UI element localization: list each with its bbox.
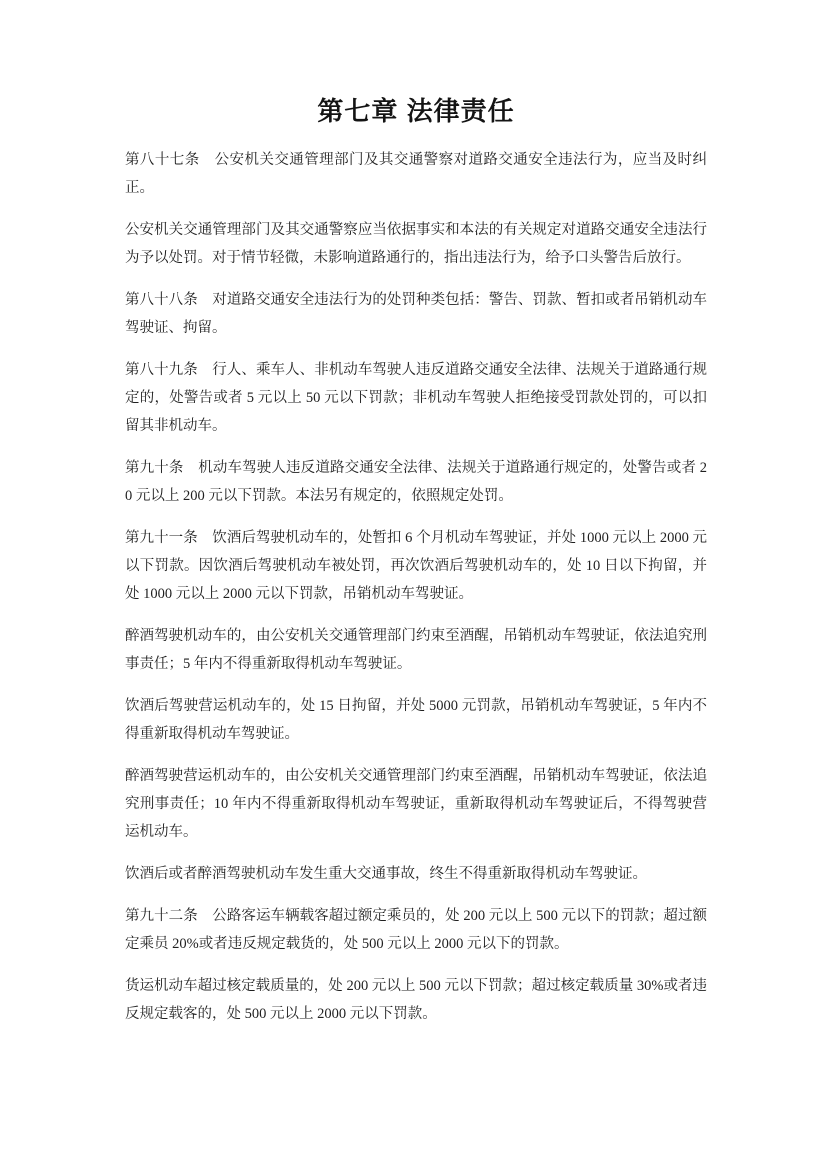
paragraph-article-91-lifetime-ban: 饮酒后或者醉酒驾驶机动车发生重大交通事故，终生不得重新取得机动车驾驶证。	[125, 866, 647, 882]
chapter-title: 第七章 法律责任	[317, 96, 515, 126]
paragraph-article-91-drunk-driving: 醉酒驾驶机动车的，由公安机关交通管理部门约束至酒醒，吊销机动车驾驶证，依法追究刑事责任；5 年内不得重新取得机动车驾驶证。	[125, 628, 707, 672]
paragraph-article-89: 第八十九条 行人、乘车人、非机动车驾驶人违反道路交通安全法律、法规关于道路通行规定的，处警告或者 5 元以上 50 元以下罚款；非机动车驾驶人拒绝接受罚款处罚的，可以扣留其非机动车。	[125, 362, 707, 434]
paragraph-article-88: 第八十八条 对道路交通安全违法行为的处罚种类包括：警告、罚款、暂扣或者吊销机动车驾驶证、拘留。	[125, 292, 707, 336]
paragraph-article-87: 第八十七条 公安机关交通管理部门及其交通警察对道路交通安全违法行为，应当及时纠正。	[125, 152, 707, 196]
paragraph-article-91-commercial-drunk: 醉酒驾驶营运机动车的，由公安机关交通管理部门约束至酒醒，吊销机动车驾驶证，依法追究刑事责任；10 年内不得重新取得机动车驾驶证，重新取得机动车驾驶证后，不得驾驶营运机动车。	[125, 768, 707, 840]
paragraph-article-87-detail: 公安机关交通管理部门及其交通警察应当依据事实和本法的有关规定对道路交通安全违法行为予以处罚。对于情节轻微，未影响道路通行的，指出违法行为，给予口头警告后放行。	[125, 222, 707, 266]
paragraph-article-91-commercial-dui: 饮酒后驾驶营运机动车的，处 15 日拘留，并处 5000 元罚款，吊销机动车驾驶证，5 年内不得重新取得机动车驾驶证。	[125, 698, 707, 742]
paragraph-article-92-freight: 货运机动车超过核定载质量的，处 200 元以上 500 元以下罚款；超过核定载质量 30%或者违反规定载客的，处 500 元以上 2000 元以下罚款。	[125, 978, 707, 1022]
paragraph-article-91: 第九十一条 饮酒后驾驶机动车的，处暂扣 6 个月机动车驾驶证，并处 1000 元以上 2000 元以下罚款。因饮酒后驾驶机动车被处罚，再次饮酒后驾驶机动车的，处 10 日以下拘留，并处 1000 元以上 2000 元以下罚款，吊销机动车驾驶证。	[125, 530, 707, 602]
paragraph-article-90: 第九十条 机动车驾驶人违反道路交通安全法律、法规关于道路通行规定的，处警告或者 20 元以上 200 元以下罚款。本法另有规定的，依照规定处罚。	[125, 460, 707, 504]
paragraph-article-92: 第九十二条 公路客运车辆载客超过额定乘员的，处 200 元以上 500 元以下的罚款；超过额定乘员 20%或者违反规定载货的，处 500 元以上 2000 元以下的罚款。	[125, 908, 707, 952]
